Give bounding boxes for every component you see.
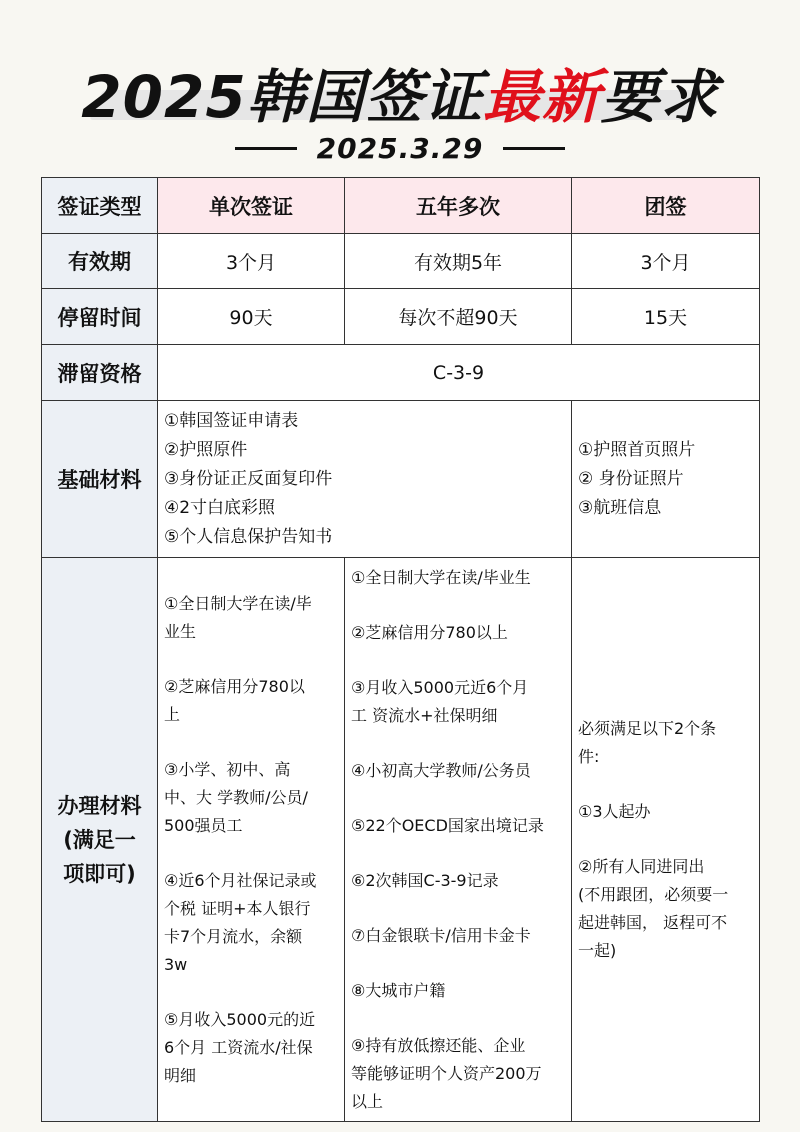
- list-item: ②芝麻信用分780以 上: [164, 677, 305, 724]
- header-five-year: 五年多次: [345, 178, 572, 234]
- list-item: ①韩国签证申请表: [164, 410, 299, 431]
- list-item: ①全日制大学在读/毕 业生: [164, 594, 312, 641]
- row-label-stay: 停留时间: [42, 289, 158, 345]
- header-group: 团签: [572, 178, 760, 234]
- list-item: ①3人起办: [578, 801, 651, 821]
- list-item: ② 身份证照片: [578, 468, 684, 489]
- date-row: [0, 128, 800, 168]
- list-item: ③身份证正反面复印件: [164, 468, 333, 489]
- table-cell: 3个月: [572, 234, 760, 289]
- date-label: 2025.3.29: [316, 131, 484, 165]
- list-item: ④2寸白底彩照: [164, 497, 276, 518]
- page-title: [0, 50, 800, 134]
- table-cell: C-3-9: [158, 345, 760, 401]
- title-main: 2025韩国签证: [81, 63, 483, 131]
- single-visa-conditions: [158, 558, 345, 1122]
- title-area: [0, 28, 800, 138]
- list-item: ⑦白金银联卡/信用卡金卡: [351, 926, 531, 945]
- list-item: ⑥2次韩国C-3-9记录: [351, 871, 499, 890]
- header-single: 单次签证: [158, 178, 345, 234]
- visa-table: [41, 177, 760, 1122]
- table-cell: 90天: [158, 289, 345, 345]
- table-cell: 15天: [572, 289, 760, 345]
- table-row: [42, 345, 760, 401]
- list-item: ②所有人同进同出 (不用跟团，必须要一 起进韩国， 返程可不 一起): [578, 856, 729, 960]
- five-year-visa-conditions: [345, 558, 572, 1122]
- row-label-validity: 有效期: [42, 234, 158, 289]
- title-tail: 要求: [600, 63, 719, 131]
- list-item: ②芝麻信用分780以上: [351, 623, 508, 642]
- table-row: [42, 289, 760, 345]
- title-highlight: 最新: [482, 63, 601, 131]
- list-item: ④小初高大学教师/公务员: [351, 761, 531, 780]
- table-cell: 每次不超90天: [345, 289, 572, 345]
- list-item: ③月收入5000元近6个月 工 资流水+社保明细: [351, 678, 529, 725]
- row-label-status: 滞留资格: [42, 345, 158, 401]
- list-item: ②护照原件: [164, 439, 248, 460]
- list-item: ⑤个人信息保护告知书: [164, 526, 333, 547]
- row-label-process: 办理材料 (满足一 项即可): [42, 558, 158, 1122]
- basic-materials-list: [158, 401, 572, 558]
- list-item: ①全日制大学在读/毕业生: [351, 568, 531, 587]
- table-row: [42, 178, 760, 234]
- header-visa-type: 签证类型: [42, 178, 158, 234]
- group-visa-conditions: [572, 558, 760, 1122]
- list-item: ⑤22个OECD国家出境记录: [351, 816, 544, 835]
- list-item: ④近6个月社保记录或 个税 证明+本人银行 卡7个月流水，余额 3w: [164, 871, 317, 974]
- row-label-basic: 基础材料: [42, 401, 158, 558]
- list-item: ⑤月收入5000元的近 6个月 工资流水/社保 明细: [164, 1010, 316, 1085]
- date-line-right: [503, 147, 565, 150]
- table-row: [42, 234, 760, 289]
- list-item: ①护照首页照片: [578, 439, 696, 460]
- group-basic-materials-list: [572, 401, 760, 558]
- table-row: [42, 401, 760, 558]
- date-line-left: [235, 147, 297, 150]
- list-item: ③小学、初中、高 中、大 学教师/公员/ 500强员工: [164, 760, 308, 835]
- list-item: ⑨持有放低擦还能、企业 等能够证明个人资产200万 以上: [351, 1036, 542, 1111]
- list-item: ⑧大城市户籍: [351, 981, 446, 1000]
- table-row: [42, 558, 760, 1122]
- list-item: 必须满足以下2个条 件:: [578, 718, 717, 766]
- table-cell: 有效期5年: [345, 234, 572, 289]
- table-cell: 3个月: [158, 234, 345, 289]
- list-item: ③航班信息: [578, 497, 662, 518]
